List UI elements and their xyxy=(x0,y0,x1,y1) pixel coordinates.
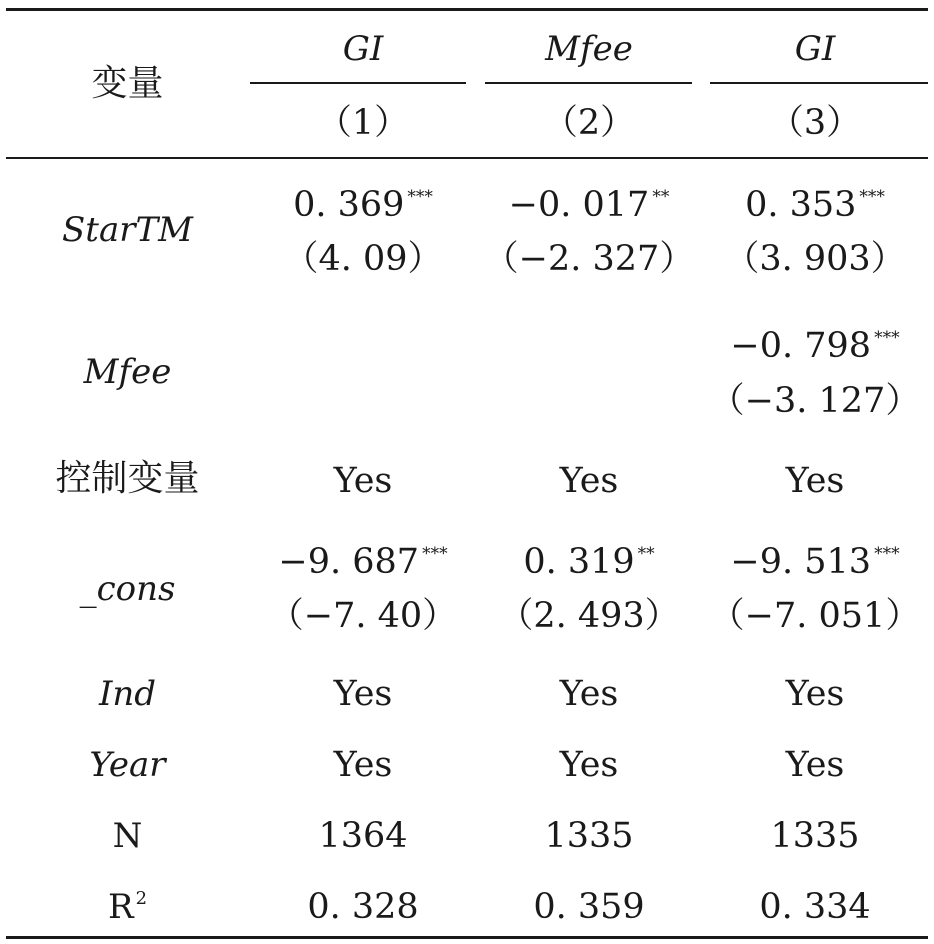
r2-2: 0. 359 xyxy=(533,887,645,927)
row-label-startm: StarTM xyxy=(62,210,193,250)
controls-2: Yes xyxy=(559,461,619,501)
col2-underline xyxy=(485,82,692,84)
top-rule xyxy=(6,8,928,11)
coef-startm-1: 0. 369 *** xyxy=(293,185,433,225)
year-1: Yes xyxy=(333,745,393,785)
n-3: 1335 xyxy=(770,816,860,856)
tstat-startm-3: （3. 903） xyxy=(724,239,906,279)
coef-mfee-3: −0. 798 *** xyxy=(730,326,900,366)
ind-3: Yes xyxy=(785,674,845,714)
bottom-rule xyxy=(6,936,928,939)
dep-var-1: GI xyxy=(342,29,384,69)
tstat-mfee-3: （−3. 127） xyxy=(709,381,921,421)
coef-startm-3: 0. 353 *** xyxy=(745,185,885,225)
n-1: 1364 xyxy=(318,816,408,856)
dep-var-3: GI xyxy=(794,29,836,69)
col3-underline xyxy=(710,82,928,84)
r2-1: 0. 328 xyxy=(307,887,419,927)
col1-underline xyxy=(250,82,466,84)
tstat-startm-2: （−2. 327） xyxy=(483,239,695,279)
ind-1: Yes xyxy=(333,674,393,714)
controls-1: Yes xyxy=(333,461,393,501)
coef-cons-2: 0. 319 ** xyxy=(523,542,655,582)
row-label-mfee: Mfee xyxy=(83,352,172,392)
row-label-n: N xyxy=(112,816,143,856)
tstat-startm-1: （4. 09） xyxy=(283,239,443,279)
r2-3: 0. 334 xyxy=(759,887,871,927)
tstat-cons-1: （−7. 40） xyxy=(268,596,458,636)
row-label-year: Year xyxy=(89,745,166,785)
year-2: Yes xyxy=(559,745,619,785)
coef-cons-1: −9. 687 *** xyxy=(278,542,448,582)
controls-3: Yes xyxy=(785,461,845,501)
year-3: Yes xyxy=(785,745,845,785)
tstat-cons-2: （2. 493） xyxy=(498,596,680,636)
col-number-2: （2） xyxy=(542,103,636,143)
dep-var-2: Mfee xyxy=(545,29,633,69)
row-label-controls: 控制变量 xyxy=(55,458,200,499)
header-rule xyxy=(6,157,928,159)
ind-2: Yes xyxy=(559,674,619,714)
row-label-cons: _cons xyxy=(79,569,176,609)
coef-cons-3: −9. 513 *** xyxy=(730,542,900,582)
coef-startm-2: −0. 017 ** xyxy=(508,185,670,225)
row-label-r2: R $^2$ xyxy=(107,887,148,927)
stub-header: 变量 xyxy=(91,63,164,104)
row-label-ind: Ind xyxy=(98,674,157,714)
n-2: 1335 xyxy=(544,816,634,856)
col-number-1: （1） xyxy=(316,103,410,143)
col-number-3: （3） xyxy=(768,103,862,143)
tstat-cons-3: （−7. 051） xyxy=(709,596,921,636)
